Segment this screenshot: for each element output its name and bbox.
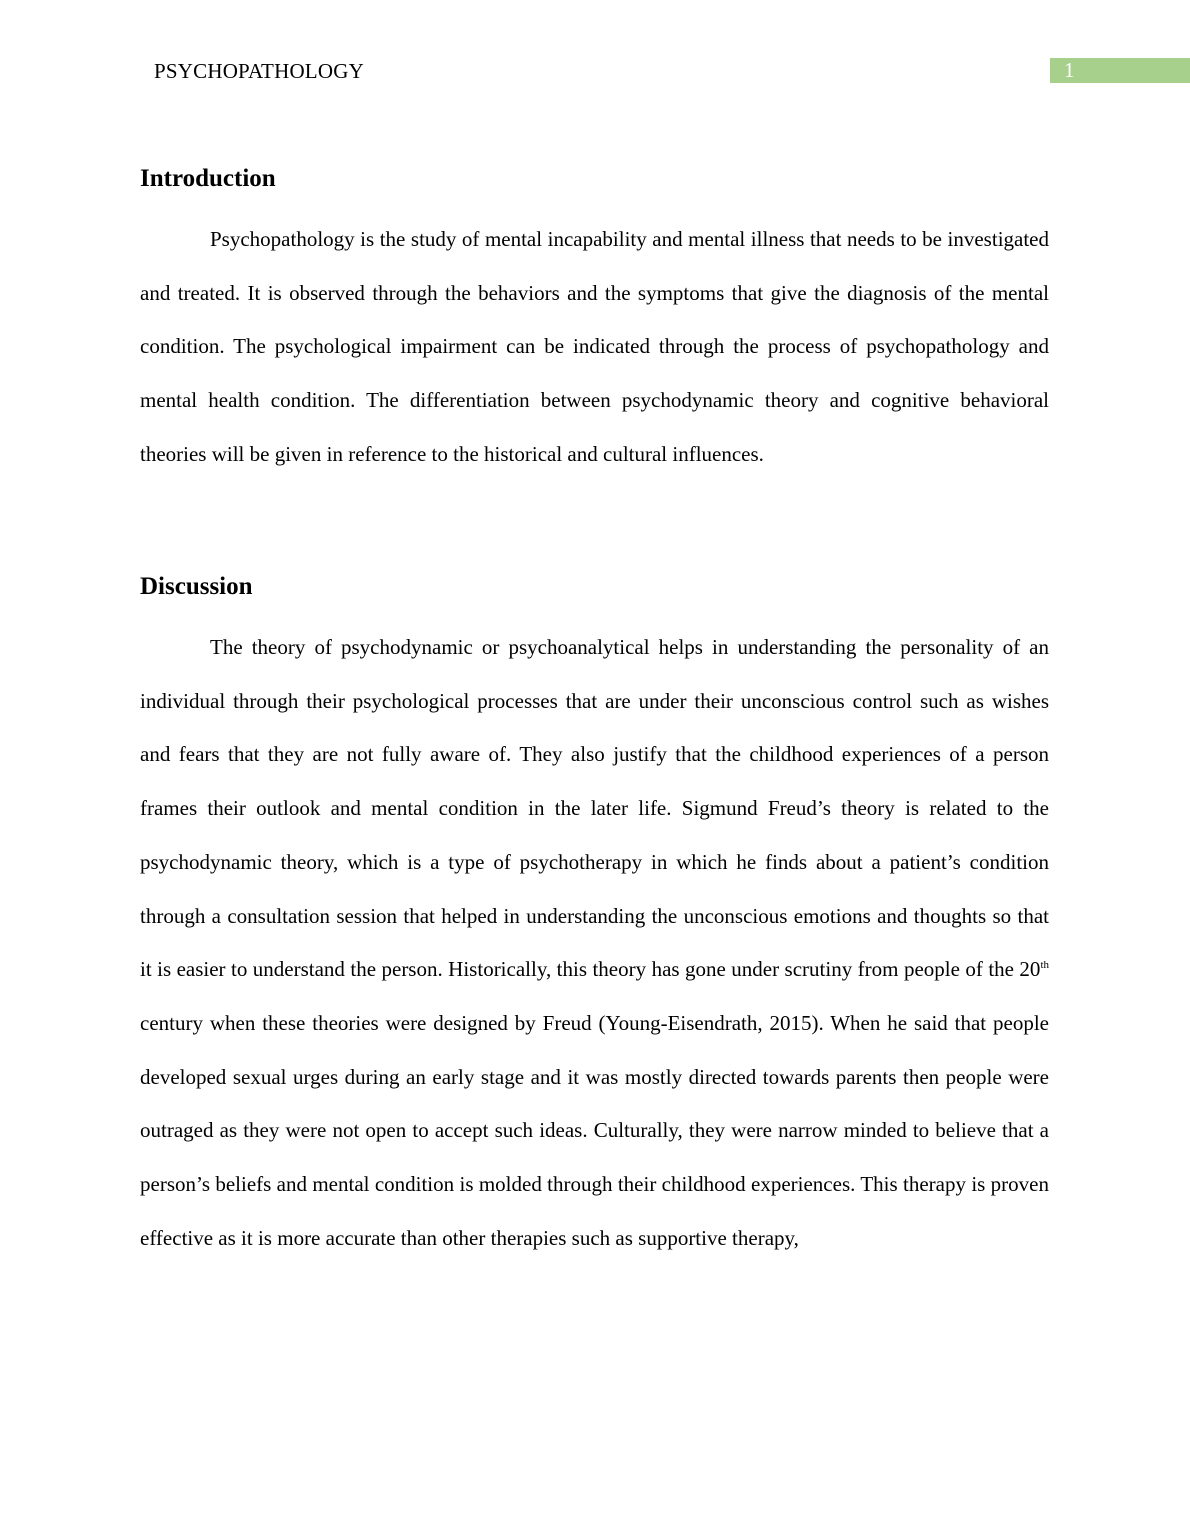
page-number-badge — [1050, 58, 1190, 83]
running-head: PSYCHOPATHOLOGY — [154, 59, 364, 83]
ordinal-superscript: th — [1040, 959, 1049, 972]
section-heading-introduction: Introduction — [140, 165, 276, 192]
page-number: 1 — [1064, 58, 1075, 82]
section-heading-discussion: Discussion — [140, 573, 253, 600]
discussion-text-part-2: century when these theories were designed by Freud (Young-Eisendrath, 2015). When he said that people developed sexual urges during an early stage and it was mostly directed towards parents then people were outraged as they were not open to accept such ideas. Culturally, they were narrow minded to believe that a person’s beliefs and mental condition is molded through their childhood experiences. This therapy is proven effective as it is more accurate than other therapies such as supportive therapy, — [140, 1010, 1049, 1250]
introduction-paragraph: Psychopathology is the study of mental incapability and mental illness that needs to be investigated and treated. It is observed through the behaviors and the symptoms that give the diagnosis of the mental condition. The psychological impairment can be indicated through the process of psychopathology and mental health condition. The differentiation between psychodynamic theory and cognitive behavioral theories will be given in reference to the historical and cultural influences. — [140, 227, 1049, 466]
discussion-text-part-1: The theory of psychodynamic or psychoanalytical helps in understanding the personality of an individual through their psychological processes that are under their unconscious control such as wishes and fears that they are not fully aware of. They also justify that the childhood experiences of a person frames their outlook and mental condition in the later life. Sigmund Freud’s theory is related to the psychodynamic theory, which is a type of psychotherapy in which he finds about a patient’s condition through a consultation session that helped in understanding the unconscious emotions and thoughts so that it is easier to understand the person. Historically, this theory has gone under scrutiny from people of the 20 — [140, 635, 1049, 982]
discussion-paragraph — [140, 621, 1049, 1265]
